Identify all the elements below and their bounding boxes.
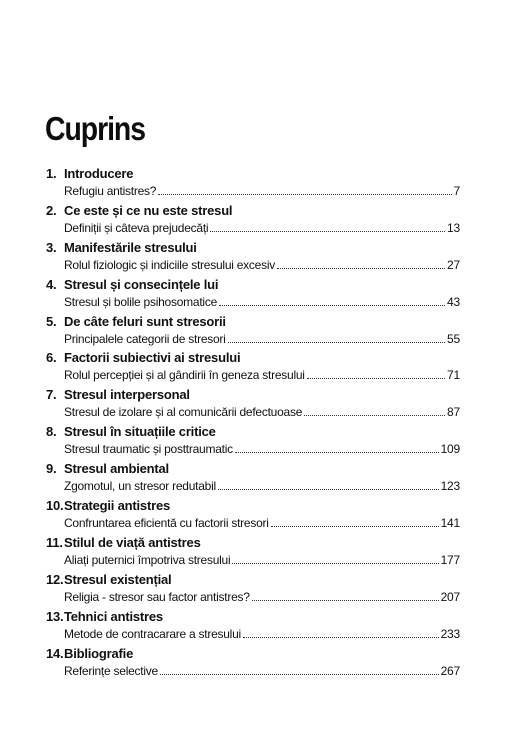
toc-entry[interactable] <box>46 350 460 387</box>
chapter-subline <box>64 516 460 530</box>
toc-entry[interactable] <box>46 203 460 240</box>
chapter-number: 1. <box>46 166 57 181</box>
chapter-subtitle: Zgomotul, un stresor redutabil <box>64 479 216 494</box>
dot-leader <box>210 231 445 232</box>
chapter-heading: Manifestările stresului <box>64 239 197 255</box>
page-number: 233 <box>440 626 460 641</box>
toc-entry[interactable] <box>46 166 460 203</box>
chapter-heading: Bibliografie <box>64 645 134 661</box>
page-number: 207 <box>440 589 460 604</box>
chapter-number: 5. <box>46 313 57 329</box>
page-number: 55 <box>447 331 460 346</box>
page-number: 177 <box>440 552 460 567</box>
chapter-subtitle: Metode de contracarare a stresului <box>64 626 241 641</box>
toc-entry[interactable] <box>46 277 460 314</box>
chapter-subtitle: Religia - stresor sau factor antistres? <box>64 589 250 604</box>
page-number: 27 <box>447 257 460 272</box>
chapter-number: 6. <box>46 350 57 366</box>
chapter-heading: Stresul în situațiile critice <box>64 424 216 440</box>
chapter-subtitle: Rolul fiziologic și indiciile stresului excesiv <box>64 257 275 272</box>
chapter-heading: De câte feluri sunt stresorii <box>64 313 226 329</box>
chapter-number: 9. <box>46 461 57 477</box>
chapter-heading: Stresul interpersonal <box>64 387 190 403</box>
toc-entry[interactable] <box>46 424 460 461</box>
page-number: 7 <box>453 184 460 198</box>
chapter-heading: Ce este și ce nu este stresul <box>64 202 233 218</box>
chapter-subline <box>64 479 460 493</box>
dot-leader <box>235 452 439 453</box>
chapter-number: 14. <box>46 645 64 661</box>
chapter-heading: Introducere <box>64 166 134 181</box>
chapter-subtitle: Referințe selective <box>64 663 158 678</box>
toc-entry[interactable] <box>46 572 460 609</box>
dot-leader <box>232 563 438 564</box>
chapter-number: 8. <box>46 424 57 440</box>
chapter-number: 7. <box>46 387 57 403</box>
chapter-heading: Stresul ambiental <box>64 461 169 477</box>
chapter-number: 4. <box>46 276 57 292</box>
chapter-subline <box>64 664 460 678</box>
toc-entry[interactable] <box>46 240 460 277</box>
chapter-number: 2. <box>46 202 57 218</box>
dot-leader <box>277 268 445 269</box>
chapter-subtitle: Stresul traumatic și posttraumatic <box>64 442 233 457</box>
chapter-subtitle: Confruntarea eficientă cu factorii stresori <box>64 516 269 531</box>
dot-leader <box>271 526 439 527</box>
page-number: 71 <box>447 368 460 383</box>
toc-entry[interactable] <box>46 535 460 572</box>
chapter-number: 13. <box>46 608 64 624</box>
dot-leader <box>158 194 451 195</box>
chapter-number: 12. <box>46 571 64 587</box>
page-number: 141 <box>440 516 460 531</box>
chapter-subline <box>64 184 460 198</box>
chapter-number: 10. <box>46 498 64 514</box>
chapter-subtitle: Rolul percepției și al gândirii în geneza stresului <box>64 368 305 383</box>
dot-leader <box>307 378 445 379</box>
chapter-heading: Stilul de viață antistres <box>64 534 201 550</box>
chapter-subtitle: Aliați puternici împotriva stresului <box>64 552 231 567</box>
chapter-subline <box>64 368 460 382</box>
page-title: Cuprins <box>45 110 146 147</box>
chapter-heading: Stresul și consecințele lui <box>64 276 219 292</box>
chapter-subtitle: Definiții și câteva prejudecăți <box>64 220 209 235</box>
chapter-subline <box>64 221 460 235</box>
toc-entry[interactable] <box>46 609 460 646</box>
toc-entry[interactable] <box>46 314 460 351</box>
chapter-heading: Factorii subiectivi ai stresului <box>64 350 241 366</box>
dot-leader <box>243 637 439 638</box>
chapter-subline <box>64 442 460 456</box>
chapter-subline <box>64 295 460 309</box>
dot-leader <box>304 415 445 416</box>
chapter-heading: Stresul existențial <box>64 571 172 587</box>
chapter-heading: Tehnici antistres <box>64 608 163 624</box>
chapter-number: 3. <box>46 239 57 255</box>
chapter-subtitle: Principalele categorii de stresori <box>64 331 226 346</box>
toc-entry[interactable] <box>46 461 460 498</box>
chapter-subtitle: Refugiu antistres? <box>64 184 157 198</box>
toc-entry[interactable] <box>46 646 460 683</box>
page-number: 87 <box>447 405 460 420</box>
toc-entry[interactable] <box>46 498 460 535</box>
page-number: 43 <box>447 294 460 309</box>
page-number: 13 <box>447 220 460 235</box>
chapter-subline <box>64 590 460 604</box>
chapter-subline <box>64 405 460 419</box>
dot-leader <box>219 305 445 306</box>
dot-leader <box>160 674 439 675</box>
page-number: 267 <box>440 663 460 678</box>
chapter-subline <box>64 553 460 567</box>
chapter-subline <box>64 627 460 641</box>
dot-leader <box>228 342 445 343</box>
dot-leader <box>218 489 439 490</box>
chapter-number: 11. <box>46 534 63 550</box>
dot-leader <box>252 600 439 601</box>
page-number: 109 <box>440 442 460 457</box>
toc-entry[interactable] <box>46 387 460 424</box>
table-of-contents <box>46 166 460 682</box>
chapter-subtitle: Stresul de izolare și al comunicării defectuoase <box>64 405 303 420</box>
chapter-subtitle: Stresul și bolile psihosomatice <box>64 294 217 309</box>
chapter-subline <box>64 332 460 346</box>
page-number: 123 <box>440 479 460 494</box>
chapter-subline <box>64 258 460 272</box>
chapter-heading: Strategii antistres <box>64 498 171 514</box>
